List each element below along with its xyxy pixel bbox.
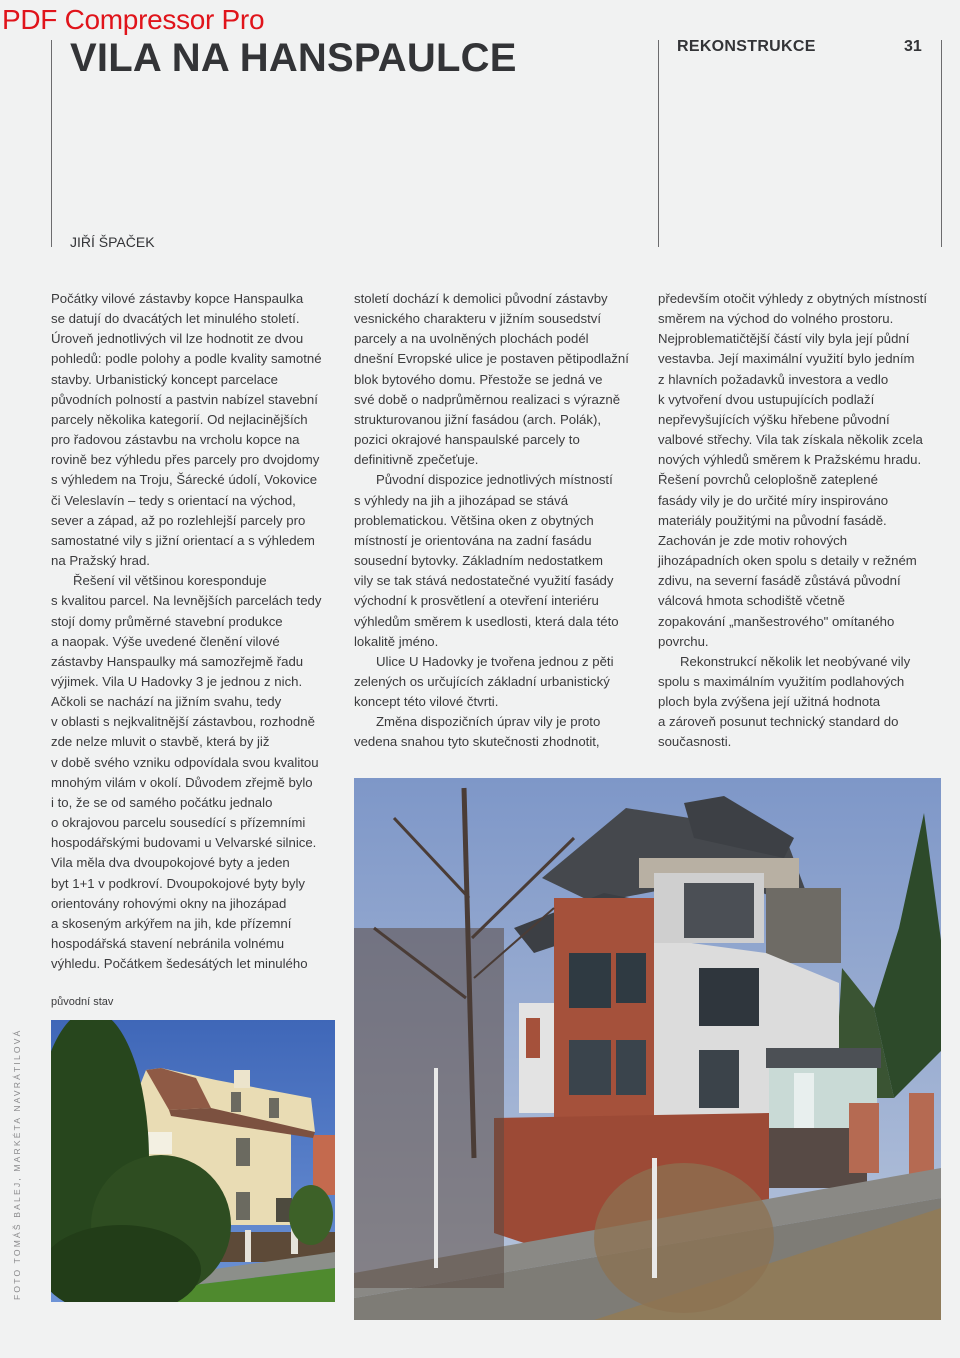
text-line: Změna dispozičních úprav vily je proto — [376, 714, 601, 730]
text-line: z hlavních požadavků investora a vedlo — [658, 371, 889, 387]
text-column-2 — [354, 289, 650, 753]
text-line: valbové střechy. Vila tak získala několik zcela — [658, 432, 923, 448]
text-line: výhledům směrem k usedlosti, která dala této — [354, 613, 619, 629]
section-label: REKONSTRUKCE — [677, 38, 816, 55]
text-column-3 — [658, 289, 954, 753]
text-line: blok bytového domu. Přestože se jedná ve — [354, 371, 603, 387]
text-line: Nejproblematičtější částí vily byla její půdní — [658, 331, 910, 347]
text-line: samostatné vily s jižní orientací a s výhledem — [51, 532, 315, 548]
text-line: pozici okrajové hanspaulské parcely to — [354, 432, 580, 448]
text-line: povrchu. — [658, 633, 709, 649]
text-line: koncept této vilové čtvrti. — [354, 694, 499, 710]
page-number: 31 — [904, 38, 922, 55]
text-line: pohledů: podle polohy a podle kvality samotné — [51, 351, 322, 367]
text-line: hospodářskými budovami u Velvarské silnice. — [51, 835, 317, 851]
text-line: pro řadovou zástavbu na vrcholu kopce na — [51, 432, 300, 448]
text-line: vedena snahou tyto skutečnosti zhodnotit, — [354, 734, 600, 750]
page-title: VILA NA HANSPAULCE — [70, 36, 517, 80]
text-line: především otočit výhledy z obytných místností — [658, 291, 927, 306]
text-line: současnosti. — [658, 734, 732, 750]
text-line: zástavby Hanspaulky má samozřejmě řadu — [51, 653, 304, 669]
text-line: zelených os určujících základní urbanistický — [354, 673, 610, 689]
text-line: na Pražský hrad. — [51, 553, 150, 569]
text-line: v době svého vzniku odpovídala svou kvalitou — [51, 754, 319, 770]
text-line: místností je orientována na zadní fasádu — [354, 532, 592, 548]
text-line: Zachován je zde motiv rohových — [658, 532, 848, 548]
reconstructed-villa-image — [354, 778, 941, 1320]
text-line: Ačkoli se nachází na jižním svahu, tedy — [51, 694, 282, 710]
text-line: směrem na východ do volného prostoru. — [658, 311, 894, 327]
text-line: východní k prosvětlení a otevření interiéru — [354, 593, 599, 609]
text-line: Ulice U Hadovky je tvořena jednou z pěti — [376, 653, 614, 669]
text-line: hospodářská stavení nebránila volnému — [51, 936, 285, 951]
text-line: s výhledem na Troju, Šárecké údolí, Vokovice — [51, 472, 318, 488]
text-line: sousední bytovky. Základním nedostatkem — [354, 553, 603, 569]
text-line: Původní dispozice jednotlivých místností — [376, 472, 613, 488]
text-line: ploch byla zvýšena její užitná hodnota — [658, 694, 881, 710]
text-line: Úroveň jednotlivých vil lze hodnotit ze dvou — [51, 331, 304, 347]
rule-left — [51, 40, 52, 247]
text-line: sever a západ, až po rozlehlejší parcely pro — [51, 512, 306, 528]
text-line: lokalitě jméno. — [354, 633, 439, 649]
text-line: výjimek. Vila U Hadovky 3 je jednou z nich. — [51, 673, 303, 689]
text-line: stavby. Urbanistický koncept parcelace — [51, 371, 278, 387]
photo-caption: původní stav — [51, 996, 114, 1008]
text-line: i to, že se od samého počátku jednalo — [51, 794, 273, 810]
text-line: orientovány rohovými okny na jihozápad — [51, 895, 287, 911]
text-line: a skoseným arkýřem na jih, kde přízemní — [51, 915, 292, 931]
text-line: stojí domy průměrné stavební produkce — [51, 613, 283, 629]
text-line: nepřevyšujících výšku hřebene původní — [658, 411, 890, 427]
text-line: Řešení povrchů celoplošně zateplené — [658, 472, 878, 488]
text-line: strukturovanou jižní fasádou (arch. Polák), — [354, 411, 602, 427]
text-line: mnohým vilám v okolí. Důvodem zřejmě bylo — [51, 774, 313, 790]
text-line: zde nelze mluvit o stavbě, která by již — [51, 734, 270, 750]
text-column-1 — [51, 289, 341, 974]
text-line: o okrajovou parcelu sousedící s přízemními — [51, 815, 306, 831]
text-line: rovině bez výhledu přes parcely pro dvojdomy — [51, 452, 320, 468]
text-line: zdivu, na severní fasádě zůstává původní — [658, 573, 901, 589]
text-line: jihozápadních oken spolu s detaily v režném — [658, 553, 917, 569]
text-line: se datují do dvacátých let minulého století. — [51, 311, 300, 327]
text-line: století dochází k demolici původní zástavby — [354, 291, 608, 306]
text-line: materiály použitými na původní fasádě. — [658, 512, 887, 528]
text-line: původních polností a pastvin nabízel stavební — [51, 391, 318, 407]
text-line: své době o nadprůměrnou realizaci s výrazně — [354, 391, 621, 407]
text-line: válcová hmota schodiště včetně — [658, 593, 845, 609]
text-line: k vytvoření dvou ustupujících podlaží — [658, 391, 875, 407]
text-line: výhledu. Počátkem šedesátých let minulého — [51, 956, 308, 972]
text-line: spolu s maximálním využitím podlahových — [658, 673, 905, 689]
text-line: definitivně zpečeťuje. — [354, 452, 479, 468]
watermark: PDF Compressor Pro — [2, 4, 265, 35]
rule-right — [941, 40, 942, 247]
text-line: dnešní Evropské ulice je postaven pětipodlažní — [354, 351, 629, 367]
text-line: a zároveň posunut technický standard do — [658, 714, 899, 730]
text-line: fasády vily je do určité míry inspirováno — [658, 492, 889, 508]
author-name: JIŘÍ ŠPAČEK — [70, 234, 155, 250]
text-line: zopakování „manšestrového" omítaného — [658, 613, 895, 629]
original-villa-image — [51, 1020, 335, 1302]
text-line: problematickou. Většina oken z obytných — [354, 512, 594, 528]
text-line: vily se tak stává nedostatečné využití fasády — [354, 573, 614, 589]
text-line: Vila měla dva dvoupokojové byty a jeden — [51, 855, 290, 871]
text-line: byt 1+1 v podkroví. Dvoupokojové byty byly — [51, 875, 305, 891]
text-line: Počátky vilové zástavby kopce Hanspaulka — [51, 291, 304, 306]
photo-original-villa — [51, 1020, 335, 1302]
text-line: Řešení vil většinou koresponduje — [73, 573, 267, 589]
text-line: s výhledy na jih a jihozápad se stává — [354, 492, 569, 508]
text-line: nových výhledů směrem k Pražskému hradu. — [658, 452, 922, 468]
text-line: parcely několika kategorií. Od nejlacinějších — [51, 411, 308, 427]
photo-reconstructed-villa — [354, 778, 941, 1320]
text-line: a naopak. Výše uvedené členění vilové — [51, 633, 280, 649]
photo-credit: FOTO TOMÁŠ BALEJ, MARKÉTA NAVRÁTILOVÁ — [12, 1028, 22, 1300]
text-line: či Veleslavín – tedy s orientací na východ, — [51, 492, 296, 508]
text-line: Rekonstrukcí několik let neobývané vily — [680, 653, 911, 669]
text-line: parcely a na uvolněných plochách podél — [354, 331, 589, 347]
text-line: s kvalitou parcel. Na levnějších parcelách tedy — [51, 593, 322, 609]
rule-middle — [658, 40, 659, 247]
text-line: vestavba. Její maximální využití bylo jedním — [658, 351, 915, 367]
text-line: v oblasti s nejkvalitnější zástavbou, rozhodně — [51, 714, 315, 730]
text-line: vesnického charakteru v jižním sousedství — [354, 311, 602, 327]
